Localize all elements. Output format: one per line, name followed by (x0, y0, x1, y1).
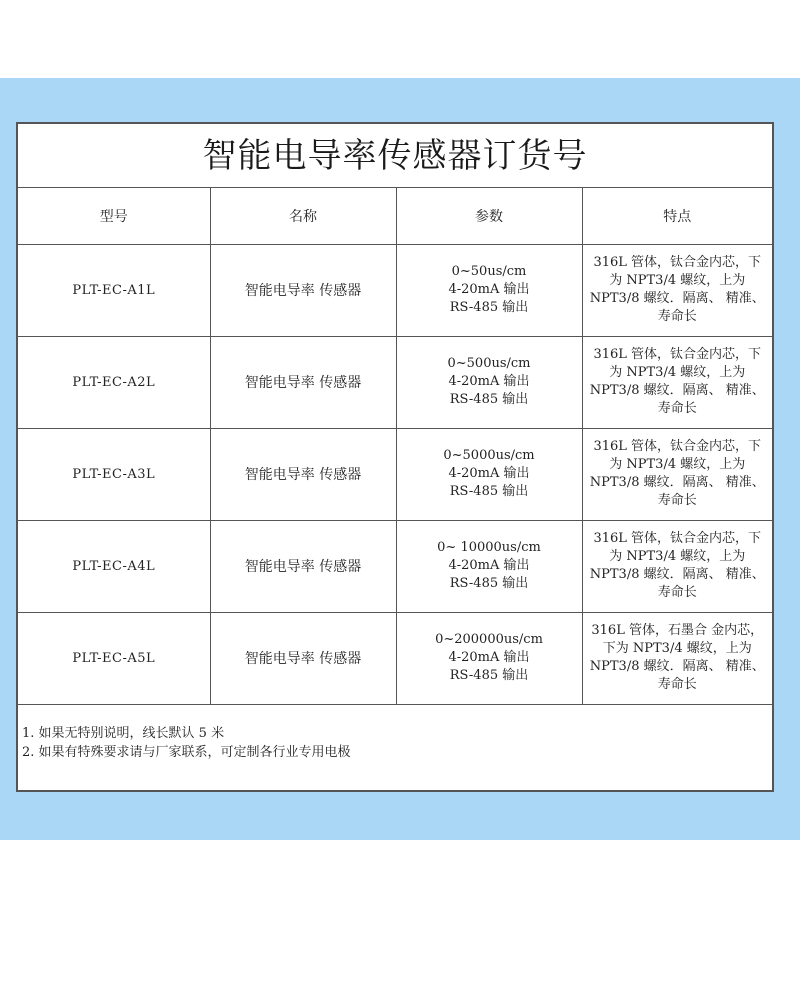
feature-cell: 316L 管体，钛合金内芯，下为 NPT3/4 螺纹，上为 NPT3/8 螺纹．隔离、 精准、寿命长 (582, 244, 772, 336)
header-name: 名称 (210, 188, 396, 244)
header-features: 特点 (582, 188, 772, 244)
param-rs485-output: RS-485 输出 (449, 668, 529, 683)
feature-cell: 316L 管体，石墨合 金内芯，下为 NPT3/4 螺纹，上为 NPT3/8 螺纹．隔离、 精准、寿命长 (582, 612, 772, 704)
feature-cell: 316L 管体，钛合金内芯，下为 NPT3/4 螺纹，上为 NPT3/8 螺纹．隔离、 精准、寿命长 (582, 520, 772, 612)
model-cell: PLT-EC-A1L (18, 244, 210, 336)
note-custom-request: 2. 如果有特殊要求请与厂家联系，可定制各行业专用电极 (22, 745, 351, 760)
param-range: 0~500us/cm (447, 356, 531, 371)
order-number-table (18, 188, 772, 705)
name-cell: 智能电导率 传感器 (210, 520, 396, 612)
param-range: 0~200000us/cm (435, 632, 543, 647)
param-analog-output: 4-20mA 输出 (448, 466, 530, 481)
table-row (18, 336, 772, 428)
param-rs485-output: RS-485 输出 (449, 300, 529, 315)
name-cell: 智能电导率 传感器 (210, 244, 396, 336)
table-row (18, 612, 772, 704)
header-model: 型号 (18, 188, 210, 244)
param-analog-output: 4-20mA 输出 (448, 374, 530, 389)
param-analog-output: 4-20mA 输出 (448, 650, 530, 665)
table-row (18, 428, 772, 520)
params-cell (396, 244, 582, 336)
feature-cell: 316L 管体，钛合金内芯，下为 NPT3/4 螺纹，上为 NPT3/8 螺纹．隔离、 精准、寿命长 (582, 336, 772, 428)
name-cell: 智能电导率 传感器 (210, 612, 396, 704)
param-range: 0~5000us/cm (443, 448, 535, 463)
name-cell: 智能电导率 传感器 (210, 428, 396, 520)
param-analog-output: 4-20mA 输出 (448, 282, 530, 297)
params-cell (396, 428, 582, 520)
table-row (18, 244, 772, 336)
param-range: 0~ 10000us/cm (437, 540, 541, 555)
page-title: 智能电导率传感器订货号 (18, 124, 772, 188)
model-cell: PLT-EC-A3L (18, 428, 210, 520)
param-rs485-output: RS-485 输出 (449, 392, 529, 407)
model-cell: PLT-EC-A5L (18, 612, 210, 704)
note-cable-length: 1. 如果无特别说明，线长默认 5 米 (22, 726, 225, 741)
params-cell (396, 520, 582, 612)
order-spec-sheet (16, 122, 774, 792)
model-cell: PLT-EC-A2L (18, 336, 210, 428)
table-row (18, 520, 772, 612)
params-cell (396, 612, 582, 704)
header-params: 参数 (396, 188, 582, 244)
feature-cell: 316L 管体，钛合金内芯，下为 NPT3/4 螺纹，上为 NPT3/8 螺纹．隔离、 精准、寿命长 (582, 428, 772, 520)
notes-section (22, 724, 351, 762)
param-rs485-output: RS-485 输出 (449, 576, 529, 591)
table-header-row (18, 188, 772, 244)
model-cell: PLT-EC-A4L (18, 520, 210, 612)
param-analog-output: 4-20mA 输出 (448, 558, 530, 573)
name-cell: 智能电导率 传感器 (210, 336, 396, 428)
param-rs485-output: RS-485 输出 (449, 484, 529, 499)
params-cell (396, 336, 582, 428)
param-range: 0~50us/cm (451, 264, 527, 279)
